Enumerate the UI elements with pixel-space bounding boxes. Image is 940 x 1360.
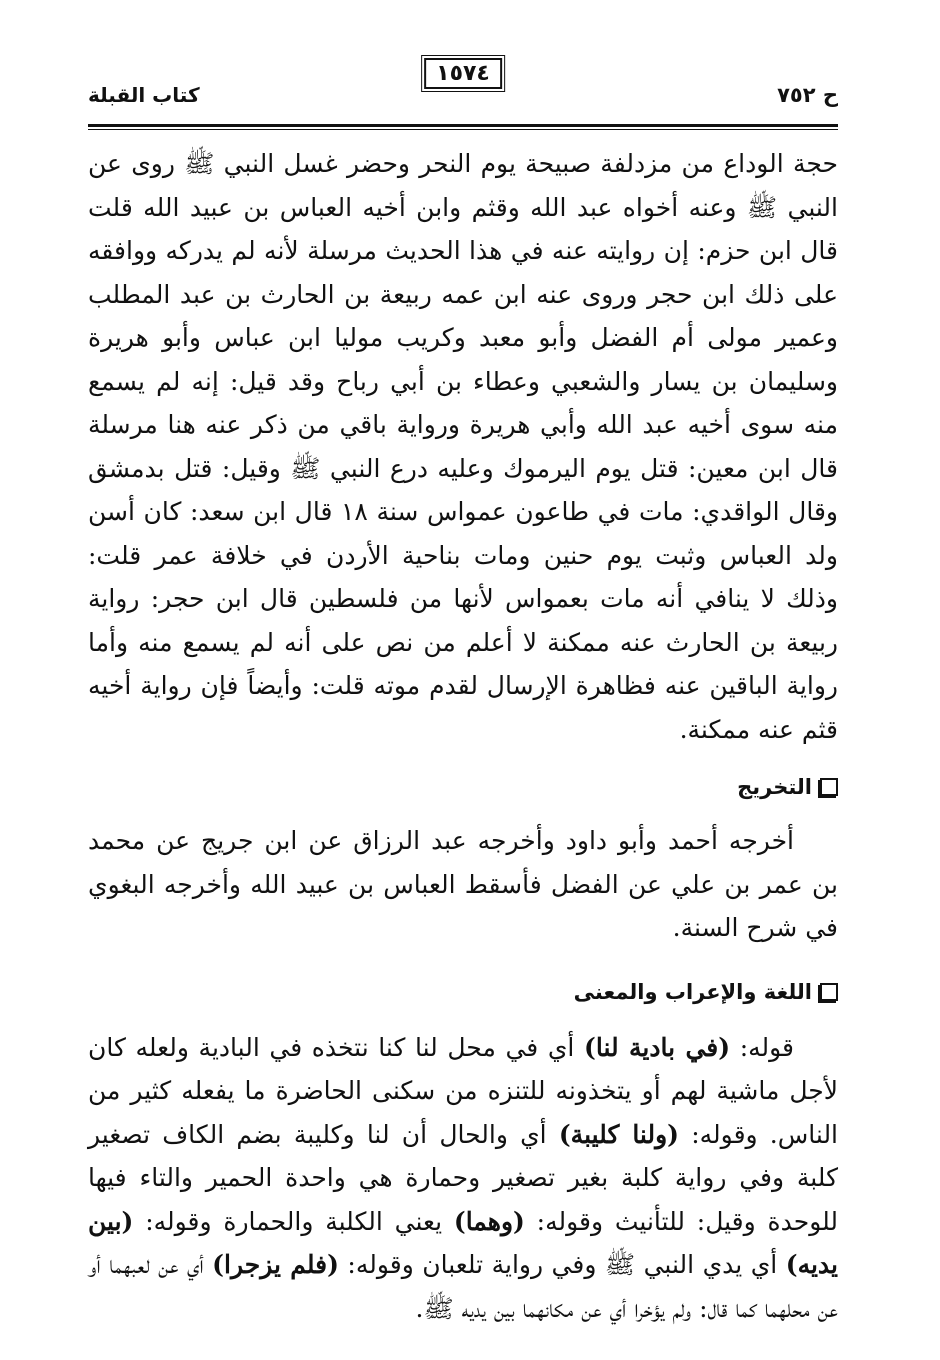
- section-heading-lugha: [88, 980, 838, 1004]
- quoted-term: (فلم يزجرا): [212, 1250, 339, 1279]
- takhrij-paragraph: أخرجه أحمد وأبو داود وأخرجه عبد الرزاق عن ابن جريج عن محمد بن عمر بن علي عن الفضل فأسقط العباس بن عبيد الله وأخرجه البغوي في شرح السنة.: [88, 826, 838, 942]
- quoted-term: (وهما): [453, 1206, 525, 1236]
- hadith-number: ح ٧٥٢: [777, 83, 838, 107]
- section-title: اللغة والإعراب والمعنى: [573, 979, 812, 1004]
- text-run: قوله:: [730, 1032, 795, 1062]
- square-bullet-icon: [820, 983, 838, 1001]
- page-number: ١٥٧٤: [436, 61, 490, 86]
- text-run: أي عن لعبهما أو عن محلهما كما قال: ولم يؤخرا أي عن مكانهما بين يديه ﷺ.: [88, 1250, 838, 1323]
- text-run: أي في محل لنا كنا نتخذه في البادية ولعله كان لأجل ماشية لهم أو يتخذونه للتنزه من سكنى الحاضرة ما يفعله كثير من الناس. وقوله:: [88, 1032, 839, 1149]
- section-title: التخريج: [737, 775, 812, 799]
- book-page: [88, 58, 838, 1338]
- quoted-term: (ولنا كليبة): [558, 1119, 679, 1149]
- page-content: [88, 142, 838, 1330]
- section-heading-takhrij: [88, 775, 838, 799]
- quoted-term: (بين يديه): [88, 1206, 839, 1279]
- header-rule-thin: [88, 129, 838, 130]
- lugha-paragraph: [88, 1026, 838, 1331]
- header-rule: [88, 124, 838, 127]
- square-bullet-icon: [820, 778, 838, 796]
- text-run: أي والحال أن لنا وكليبة بضم الكاف تصغير كلبة وفي رواية كلبة بغير تصغير وحمارة هي واحدة الحمير والتاء فيها للوحدة وقيل: للتأنيث وقوله:: [88, 1119, 839, 1236]
- biography-paragraph: حجة الوداع من مزدلفة صبيحة يوم النحر وحضر غسل النبي ﷺ روى عن النبي ﷺ وعنه أخواه عبد الله وقثم وابن أخيه العباس بن عبيد الله قلت قال ابن حزم: إن روايته عنه في هذا الحديث مرسلة لأنه لم يدركه ووافقه على ذلك ابن حجر وروى عنه ابن عمه ربيعة بن الحارث بن عبد المطلب وعمير مولى أم الفضل وأبو معبد وكريب موليا ابن عباس وأبو هريرة وسليمان بن يسار والشعبي وعطاء بن أبي رباح وقد قيل: إنه لم يسمع منه سوى أخيه عبد الله وأبي هريرة ورواية باقي من ذكر عنه هنا مرسلة قال ابن معين: قتل يوم اليرموك وعليه درع النبي ﷺ وقيل: قتل بدمشق وقال الواقدي: مات في طاعون عمواس سنة ١٨ قال ابن سعد: كان أسن ولد العباس وثبت يوم حنين ومات بناحية الأردن في خلافة عمر قلت: وذلك لا ينافي أنه مات بعمواس لأنها من فلسطين قال ابن حجر: رواية ربيعة بن الحارث عنه ممكنة لا أعلم من نص على أنه لم يسمع منه وأما رواية الباقين عنه فظاهرة الإرسال لقدم موته قلت: وأيضاً فإن رواية أخيه قثم عنه ممكنة.: [88, 149, 838, 744]
- text-run: يعني الكلبة والحمارة وقوله:: [133, 1206, 454, 1236]
- page-number-box: [424, 58, 502, 89]
- chapter-title: كتاب القبلة: [88, 83, 200, 107]
- quoted-term: (في بادية لنا): [584, 1032, 731, 1062]
- text-run: أي يدي النبي ﷺ وفي رواية تلعبان وقوله:: [338, 1250, 786, 1279]
